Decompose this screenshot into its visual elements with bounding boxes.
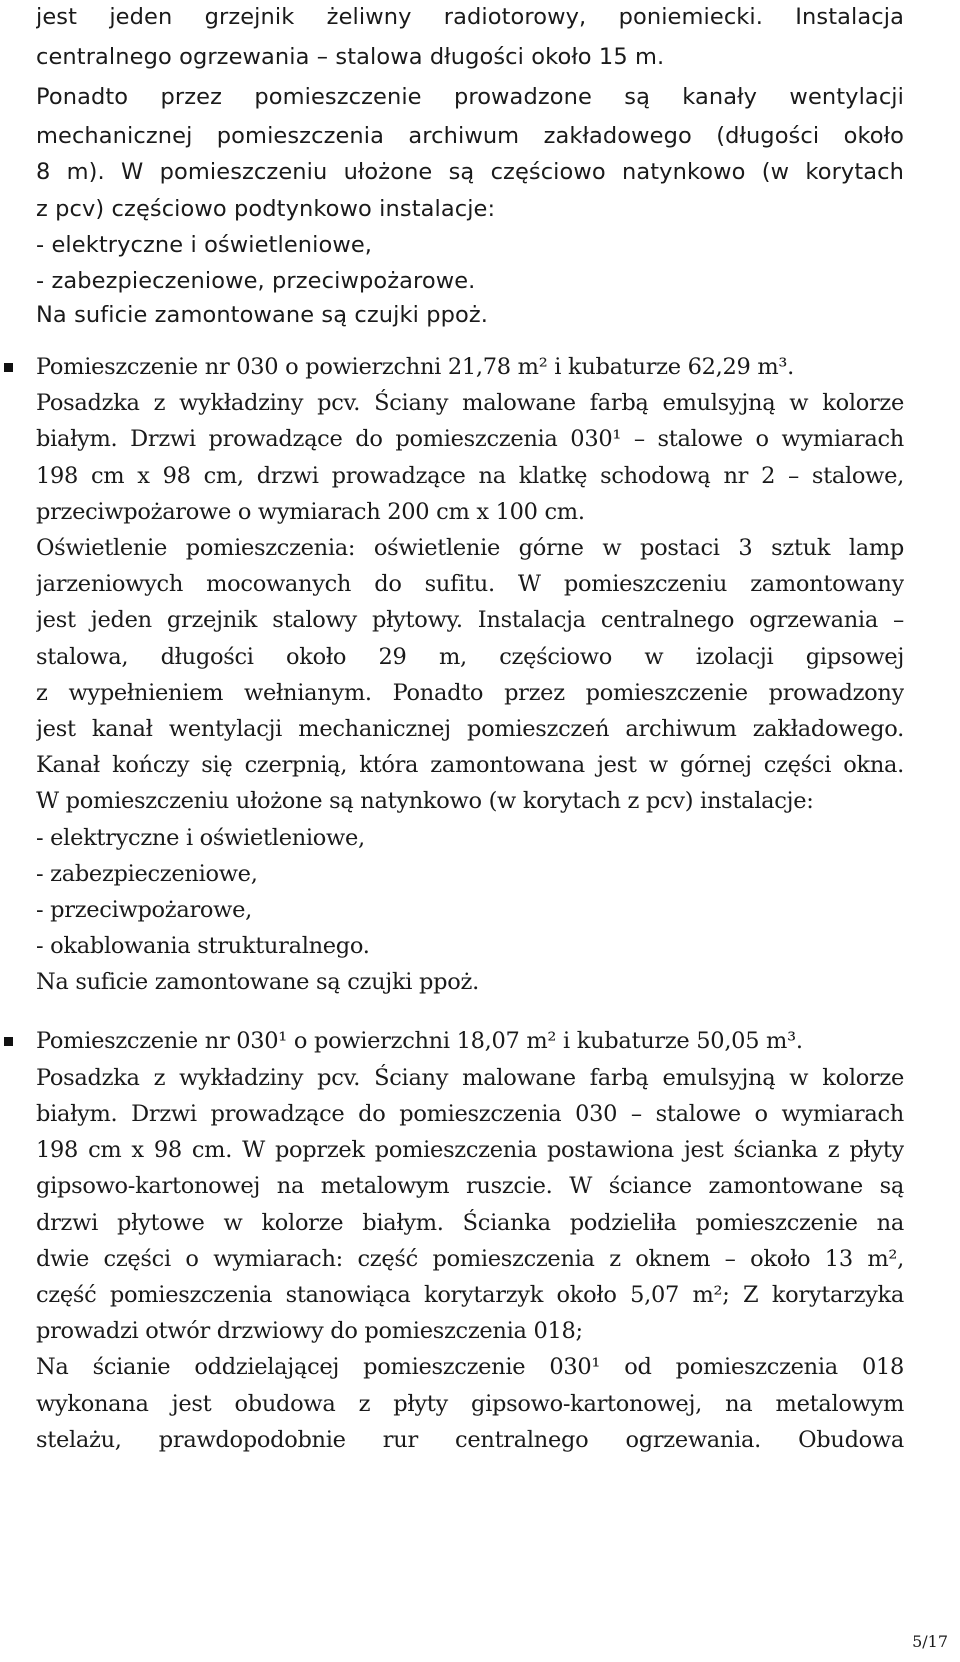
text-line: Posadzka z wykładziny pcv. Ściany malowane farbą emulsyjną w kolorze bbox=[36, 390, 904, 416]
text-line: prowadzi otwór drzwiowy do pomieszczenia 018; bbox=[36, 1318, 583, 1344]
text-line: stelażu, prawdopodobnie rur centralnego ogrzewania. Obudowa bbox=[36, 1427, 904, 1453]
room-heading: Pomieszczenie nr 030¹ o powierzchni 18,07 m² i kubaturze 50,05 m³. bbox=[36, 1028, 803, 1054]
text-line: stalowa, długości około 29 m, częściowo w izolacji gipsowej bbox=[36, 644, 904, 670]
text-line: Na suficie zamontowane są czujki ppoż. bbox=[36, 302, 488, 328]
text-line: W pomieszczeniu ułożone są natynkowo (w korytach z pcv) instalacje: bbox=[36, 788, 814, 814]
text-line: jest jeden grzejnik stalowy płytowy. Instalacja centralnego ogrzewania – bbox=[36, 607, 904, 633]
text-line: Posadzka z wykładziny pcv. Ściany malowane farbą emulsyjną w kolorze bbox=[36, 1065, 904, 1091]
text-line: - elektryczne i oświetleniowe, bbox=[36, 232, 373, 258]
text-line: gipsowo-kartonowej na metalowym ruszcie. W ściance zamontowane są bbox=[36, 1173, 904, 1199]
text-line: drzwi płytowe w kolorze białym. Ścianka podzieliła pomieszczenie na bbox=[36, 1210, 904, 1236]
text-line: - okablowania strukturalnego. bbox=[36, 933, 370, 959]
text-line: białym. Drzwi prowadzące do pomieszczenia 030 – stalowe o wymiarach bbox=[36, 1101, 904, 1127]
text-line: - zabezpieczeniowe, bbox=[36, 861, 258, 887]
text-line: 8 m). W pomieszczeniu ułożone są częściowo natynkowo (w korytach bbox=[36, 159, 904, 185]
page-number: 5/17 bbox=[912, 1632, 948, 1651]
text-line: Ponadto przez pomieszczenie prowadzone są kanały wentylacji bbox=[36, 84, 904, 110]
text-line: - zabezpieczeniowe, przeciwpożarowe. bbox=[36, 268, 476, 294]
text-line: dwie części o wymiarach: część pomieszczenia z oknem – około 13 m², bbox=[36, 1246, 904, 1272]
text-line: z wypełnieniem wełnianym. Ponadto przez pomieszczenie prowadzony bbox=[36, 680, 904, 706]
text-line: mechanicznej pomieszczenia archiwum zakładowego (długości około bbox=[36, 123, 904, 149]
text-line: - elektryczne i oświetleniowe, bbox=[36, 825, 365, 851]
text-line: jest kanał wentylacji mechanicznej pomieszczeń archiwum zakładowego. bbox=[36, 716, 904, 742]
text-line: część pomieszczenia stanowiąca korytarzyk około 5,07 m²; Z korytarzyka bbox=[36, 1282, 904, 1308]
bullet-icon bbox=[4, 363, 13, 372]
text-line: Na suficie zamontowane są czujki ppoż. bbox=[36, 969, 479, 995]
bullet-icon bbox=[4, 1037, 13, 1046]
text-line: jest jeden grzejnik żeliwny radiotorowy, poniemiecki. Instalacja bbox=[36, 4, 904, 30]
text-line: z pcv) częściowo podtynkowo instalacje: bbox=[36, 196, 496, 222]
text-line: wykonana jest obudowa z płyty gipsowo-kartonowej, na metalowym bbox=[36, 1391, 904, 1417]
text-line: jarzeniowych mocowanych do sufitu. W pomieszczeniu zamontowany bbox=[36, 571, 904, 597]
text-line: przeciwpożarowe o wymiarach 200 cm x 100 cm. bbox=[36, 499, 585, 525]
text-line: Kanał kończy się czerpnią, która zamontowana jest w górnej części okna. bbox=[36, 752, 904, 778]
room-heading: Pomieszczenie nr 030 o powierzchni 21,78 m² i kubaturze 62,29 m³. bbox=[36, 354, 794, 380]
text-line: 198 cm x 98 cm, drzwi prowadzące na klatkę schodową nr 2 – stalowe, bbox=[36, 463, 904, 489]
text-line: Oświetlenie pomieszczenia: oświetlenie górne w postaci 3 sztuk lamp bbox=[36, 535, 904, 561]
text-line: - przeciwpożarowe, bbox=[36, 897, 252, 923]
text-line: 198 cm x 98 cm. W poprzek pomieszczenia postawiona jest ścianka z płyty bbox=[36, 1137, 904, 1163]
text-line: białym. Drzwi prowadzące do pomieszczenia 030¹ – stalowe o wymiarach bbox=[36, 426, 904, 452]
text-line: centralnego ogrzewania – stalowa długości około 15 m. bbox=[36, 44, 665, 70]
text-line: Na ścianie oddzielającej pomieszczenie 030¹ od pomieszczenia 018 bbox=[36, 1354, 904, 1380]
